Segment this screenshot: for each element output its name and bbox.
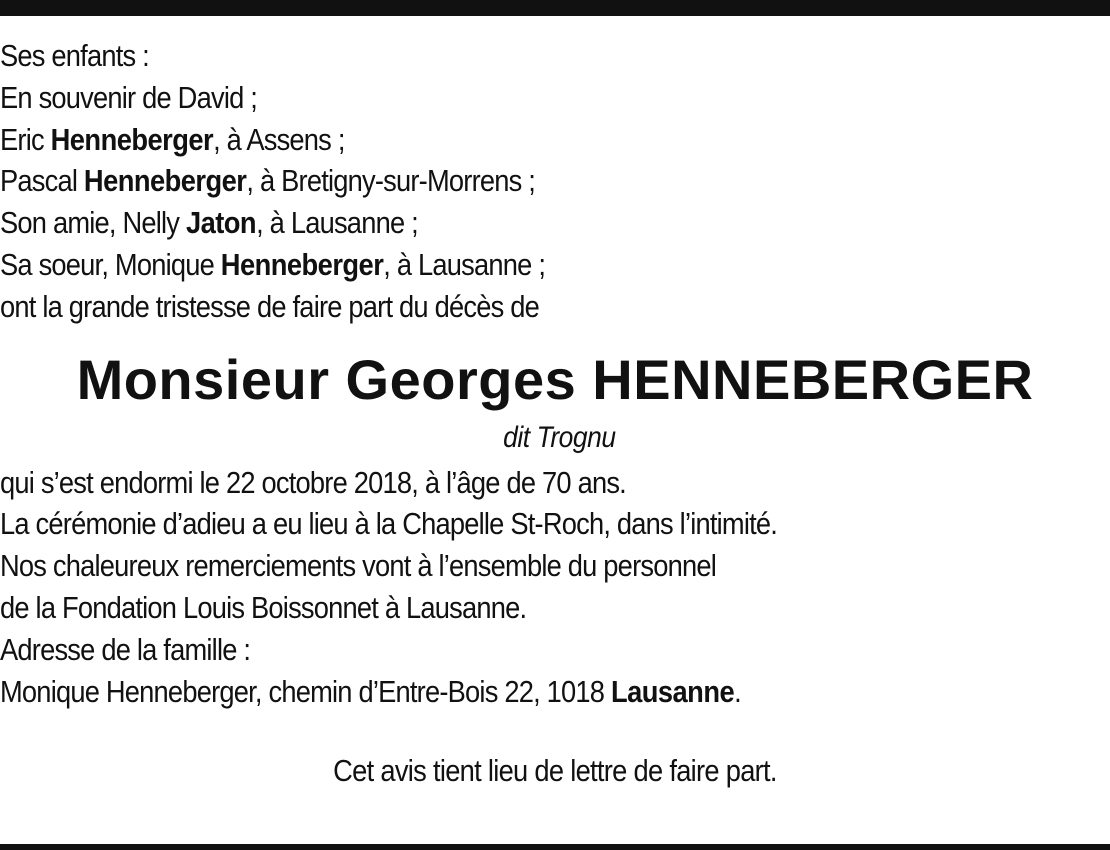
bottom-border-rule: [0, 844, 1110, 850]
detail-line: Nos chaleureux remerciements vont à l’ensemble du personnel: [0, 548, 717, 584]
detail-line: qui s’est endormi le 22 octobre 2018, à l’âge de 70 ans.: [0, 464, 626, 500]
family-member-line: [0, 202, 977, 244]
family-intro: Ses enfants :: [0, 38, 149, 73]
family-member-line: [0, 160, 977, 202]
member-suffix: , à Lausanne ;: [383, 246, 546, 282]
member-suffix: , à Assens ;: [213, 121, 345, 157]
address-suffix: .: [734, 673, 741, 709]
family-member-line: [0, 119, 977, 161]
family-member-line: [0, 244, 977, 286]
member-prefix: Eric: [0, 121, 51, 157]
closing-note: Cet avis tient lieu de lettre de faire part.: [333, 753, 777, 789]
member-suffix: , à Lausanne ;: [256, 205, 418, 241]
memory-line: En souvenir de David ;: [0, 79, 258, 115]
detail-line: La cérémonie d’adieu a eu lieu à la Chapelle St-Roch, dans l’intimité.: [0, 506, 778, 542]
detail-line: Adresse de la famille :: [0, 631, 251, 667]
member-prefix: Son amie, Nelly: [0, 205, 186, 241]
top-border-rule: [0, 0, 1110, 16]
member-surname: Henneberger: [220, 246, 384, 282]
detail-line: de la Fondation Louis Boissonnet à Lausanne.: [0, 589, 527, 625]
deceased-name: Monsieur Georges HENNEBERGER: [76, 347, 1034, 411]
member-surname: Jaton: [185, 205, 257, 241]
announcement-line: ont la grande tristesse de faire part du décès de: [0, 288, 539, 324]
address-city: Lausanne: [610, 673, 735, 709]
member-prefix: Sa soeur, Monique: [0, 246, 221, 282]
member-suffix: , à Bretigny-sur-Morrens ;: [246, 163, 536, 199]
member-prefix: Pascal: [0, 163, 84, 199]
member-surname: Henneberger: [50, 121, 214, 157]
family-address: [0, 671, 977, 713]
deceased-nickname: dit Trognu: [503, 420, 616, 454]
member-surname: Henneberger: [83, 163, 247, 199]
obituary-notice: [0, 35, 1110, 791]
address-prefix: Monique Henneberger, chemin d’Entre-Bois 22, 1018: [0, 673, 611, 709]
